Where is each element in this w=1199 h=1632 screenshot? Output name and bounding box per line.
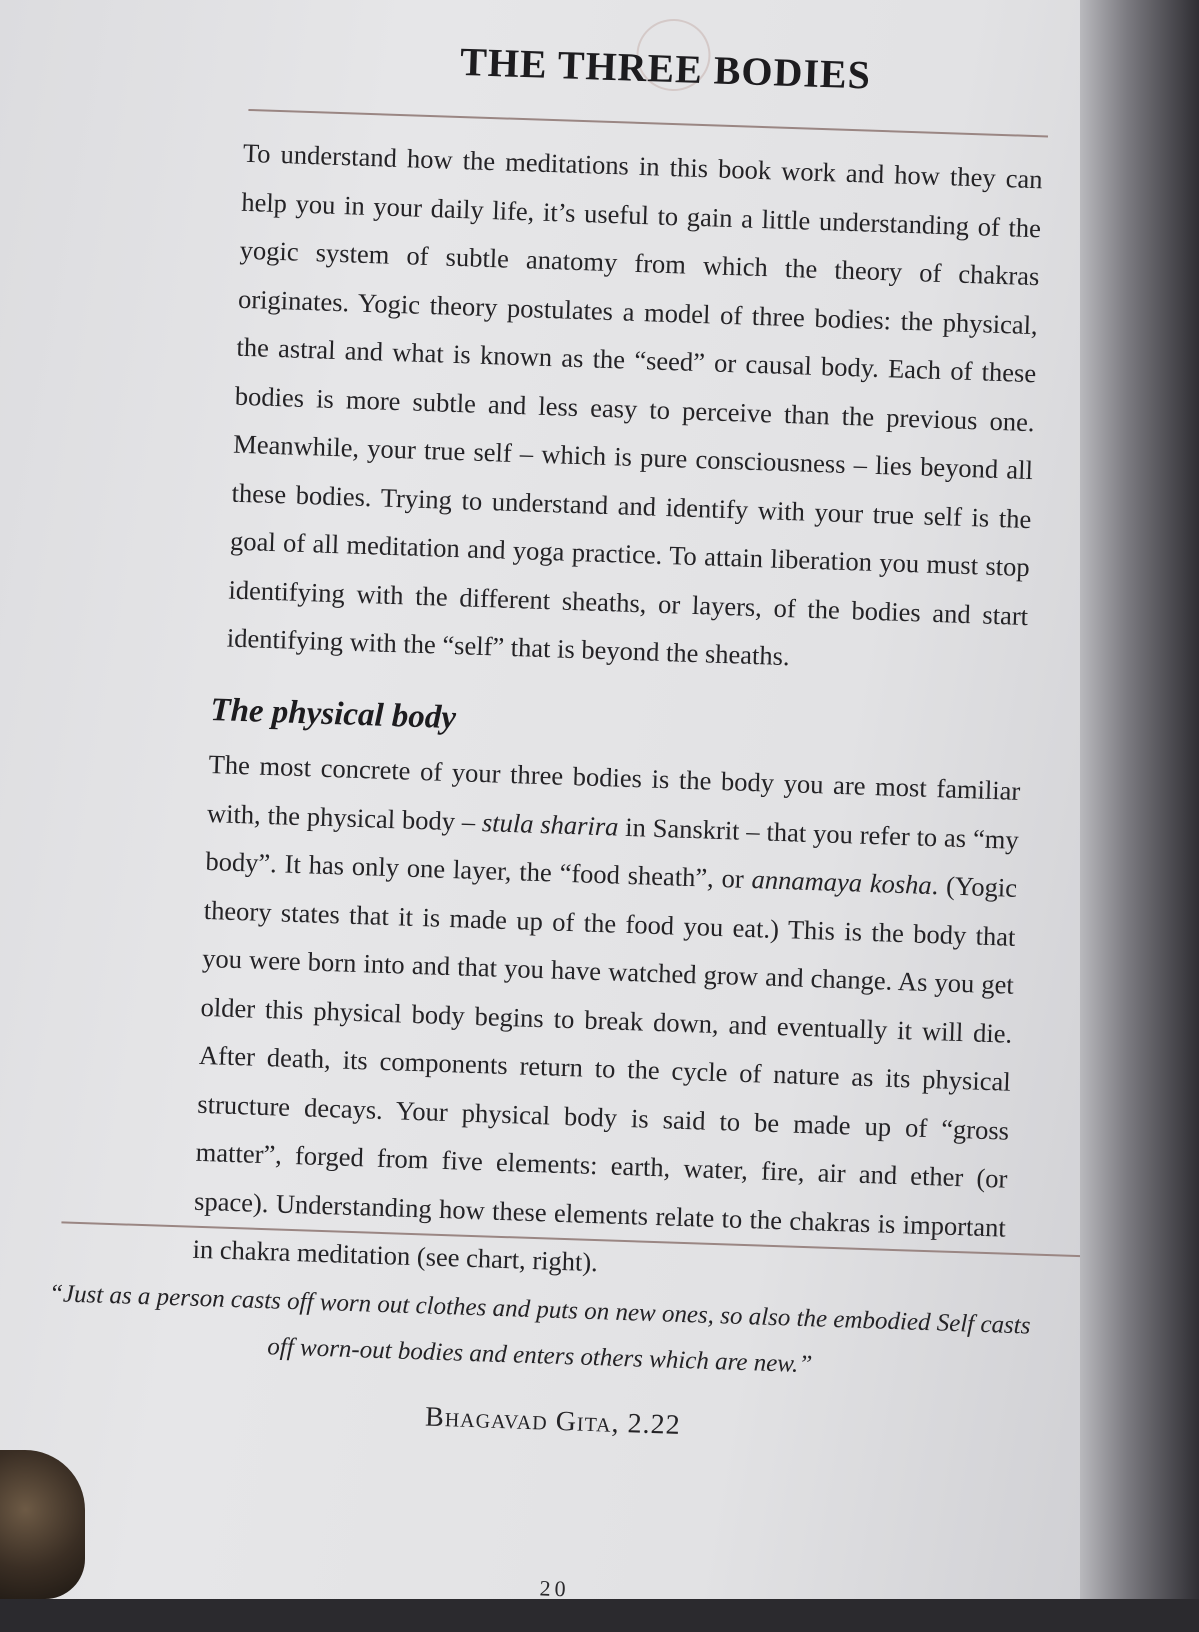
- quote-line-2: off worn-out bodies and enters others which are new.”: [266, 1333, 813, 1379]
- reader-thumb: [0, 1450, 85, 1599]
- sanskrit-term-annamaya-kosha: annamaya kosha: [751, 864, 933, 901]
- page-title: THE THREE BODIES: [459, 38, 872, 98]
- page-number: 20: [539, 1575, 570, 1602]
- sanskrit-term-stula-sharira: stula sharira: [481, 806, 619, 842]
- quote-line-1: “Just as a person casts off worn out clothes and puts on new ones, so also the embodied Self casts: [48, 1279, 1031, 1340]
- section-text-2: in Sanskrit – that you refer to as “my body”. It has only one layer, the “food sheath”, or: [205, 811, 1020, 895]
- book-spine-shadow: [1080, 0, 1199, 1599]
- section-paragraph: [192, 740, 1021, 1300]
- section-text-1: The most concrete of your three bodies is the body you are most familiar with, the physical body –: [206, 748, 1021, 837]
- quote-source: Bhagavad Gita, 2.22: [424, 1401, 682, 1441]
- section-text-3: . (Yogic theory states that it is made up of the food you eat.) This is the body that you were born into and that you have watched grow and change. As you get older this physical body begins to break down, and eventually it will die. After death, its components return to the cycle of nature as its physical structure decays. Your physical body is said to be made up of “gross matter”, forged from five elements: earth, water, fire, air and ether (or space). Understanding how these elements relate to the chakras is important in chakra meditation (see chart, right).: [192, 870, 1018, 1278]
- section-heading: The physical body: [209, 692, 457, 737]
- intro-paragraph: To understand how the meditations in this book work and how they can help you in your daily life, it’s useful to gain a little understanding of the yogic system of subtle anatomy from which the theory of chakras originates. Yogic theory postulates a model of three bodies: the physical, the astral and what is known as the “seed” or causal body. Each of these bodies is more subtle and less easy to perceive than the previous one. Meanwhile, your true self – which is pure consciousness – lies beyond all these bodies. Trying to understand and identify with your true self is the goal of all meditation and yoga practice. To attain liberation you must stop identifying with the different sheaths, or layers, of the bodies and start identifying with the “self” that is beyond the sheaths.: [226, 137, 1044, 672]
